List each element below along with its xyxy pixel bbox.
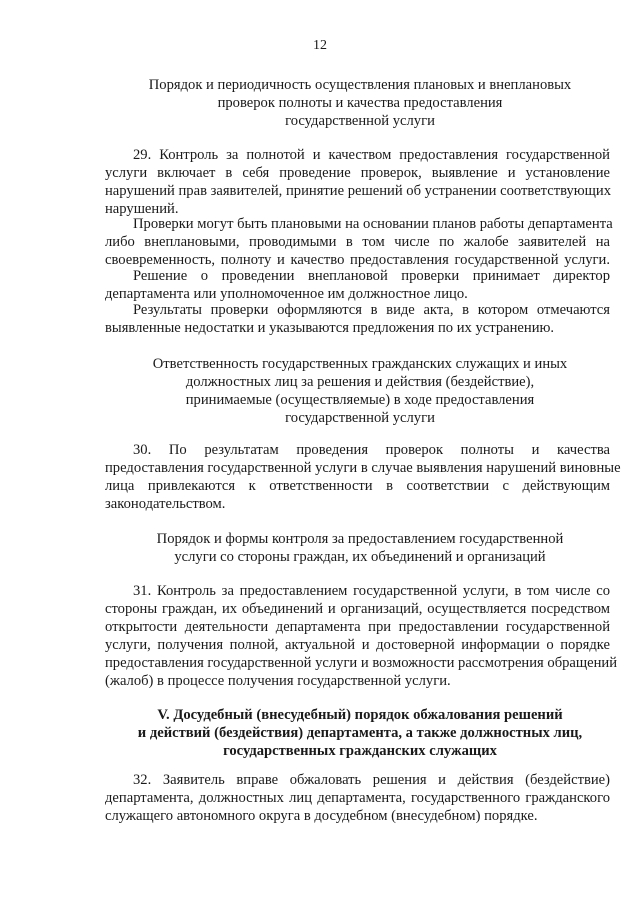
- heading-line: должностных лиц за решения и действия (бездействие),: [185, 374, 535, 390]
- text-line: 29. Контроль за полнотой и качеством предоставления государственной: [133, 147, 610, 163]
- text-line: лица привлекаются к ответственности в соответствии с действующим: [105, 478, 610, 494]
- heading-line: и действий (бездействия) департамента, а также должностных лиц,: [137, 725, 583, 741]
- heading-control-forms: [80, 530, 640, 566]
- heading-line: Порядок и периодичность осуществления плановых и внеплановых: [148, 77, 572, 93]
- heading-line: государственной услуги: [285, 113, 435, 129]
- text-line: нарушений.: [105, 201, 179, 217]
- text-line: Решение о проведении внеплановой проверки принимает директор: [133, 268, 610, 284]
- text-line: предоставления государственной услуги и возможности рассмотрения обращений: [105, 655, 618, 671]
- text-line: 32. Заявитель вправе обжаловать решения и действия (бездействие): [133, 772, 610, 788]
- heading-line: государственной услуги: [285, 410, 435, 426]
- heading-inspections: [80, 76, 640, 130]
- paragraph-32: [105, 771, 610, 825]
- text-line: своевременность, полноту и качество предоставления государственной услуги.: [105, 252, 610, 268]
- heading-line: Ответственность государственных гражданских служащих и иных: [152, 356, 568, 372]
- text-line: предоставления государственной услуги в случае выявления нарушений виновные: [105, 460, 621, 476]
- heading-section-v: [80, 706, 640, 760]
- text-line: (жалоб) в процессе получения государственной услуги.: [105, 673, 451, 689]
- text-line: открытости деятельности департамента при предоставлении государственной: [105, 619, 610, 635]
- text-line: стороны граждан, их объединений и организаций, осуществляется посредством: [105, 601, 610, 617]
- text-line: Проверки могут быть плановыми на основании планов работы департамента: [133, 216, 613, 232]
- paragraph-decision: [105, 267, 610, 303]
- heading-responsibility: [80, 355, 640, 427]
- text-line: выявленные недостатки и указываются предложения по их устранению.: [105, 320, 555, 336]
- heading-line: проверок полноты и качества предоставления: [217, 95, 503, 111]
- heading-line: принимаемые (осуществляемые) в ходе предоставления: [185, 392, 535, 408]
- paragraph-29: [105, 146, 610, 218]
- text-line: департамента или уполномоченное им должностное лицо.: [105, 286, 468, 302]
- heading-line: услуги со стороны граждан, их объединений и организаций: [174, 549, 546, 565]
- text-line: департамента, должностных лиц департамента, государственного гражданского: [105, 790, 610, 806]
- paragraph-30: [105, 441, 621, 513]
- text-line: услуги, получения полной, актуальной и достоверной информации о порядке: [105, 637, 610, 653]
- text-line: служащего автономного округа в досудебном (внесудебном) порядке.: [105, 808, 538, 824]
- text-line: услуги включает в себя проведение проверок, выявление и установление: [105, 165, 610, 181]
- text-line: Результаты проверки оформляются в виде акта, в котором отмечаются: [133, 302, 610, 318]
- text-line: нарушений прав заявителей, принятие решений об устранении соответствующих: [105, 183, 612, 199]
- heading-line: V. Досудебный (внесудебный) порядок обжалования решений: [157, 707, 563, 723]
- text-line: либо внеплановыми, проводимыми в том числе по жалобе заявителей на: [105, 234, 610, 250]
- text-line: 30. По результатам проведения проверок полноты и качества: [133, 442, 610, 458]
- paragraph-checks: [105, 215, 613, 269]
- heading-line: Порядок и формы контроля за предоставлением государственной: [156, 531, 564, 547]
- page-number: 12: [313, 38, 327, 53]
- text-line: 31. Контроль за предоставлением государственной услуги, в том числе со: [133, 583, 610, 599]
- text-line: законодательством.: [105, 496, 226, 512]
- paragraph-results: [105, 301, 610, 337]
- heading-line: государственных гражданских служащих: [223, 743, 497, 759]
- paragraph-31: [105, 582, 618, 690]
